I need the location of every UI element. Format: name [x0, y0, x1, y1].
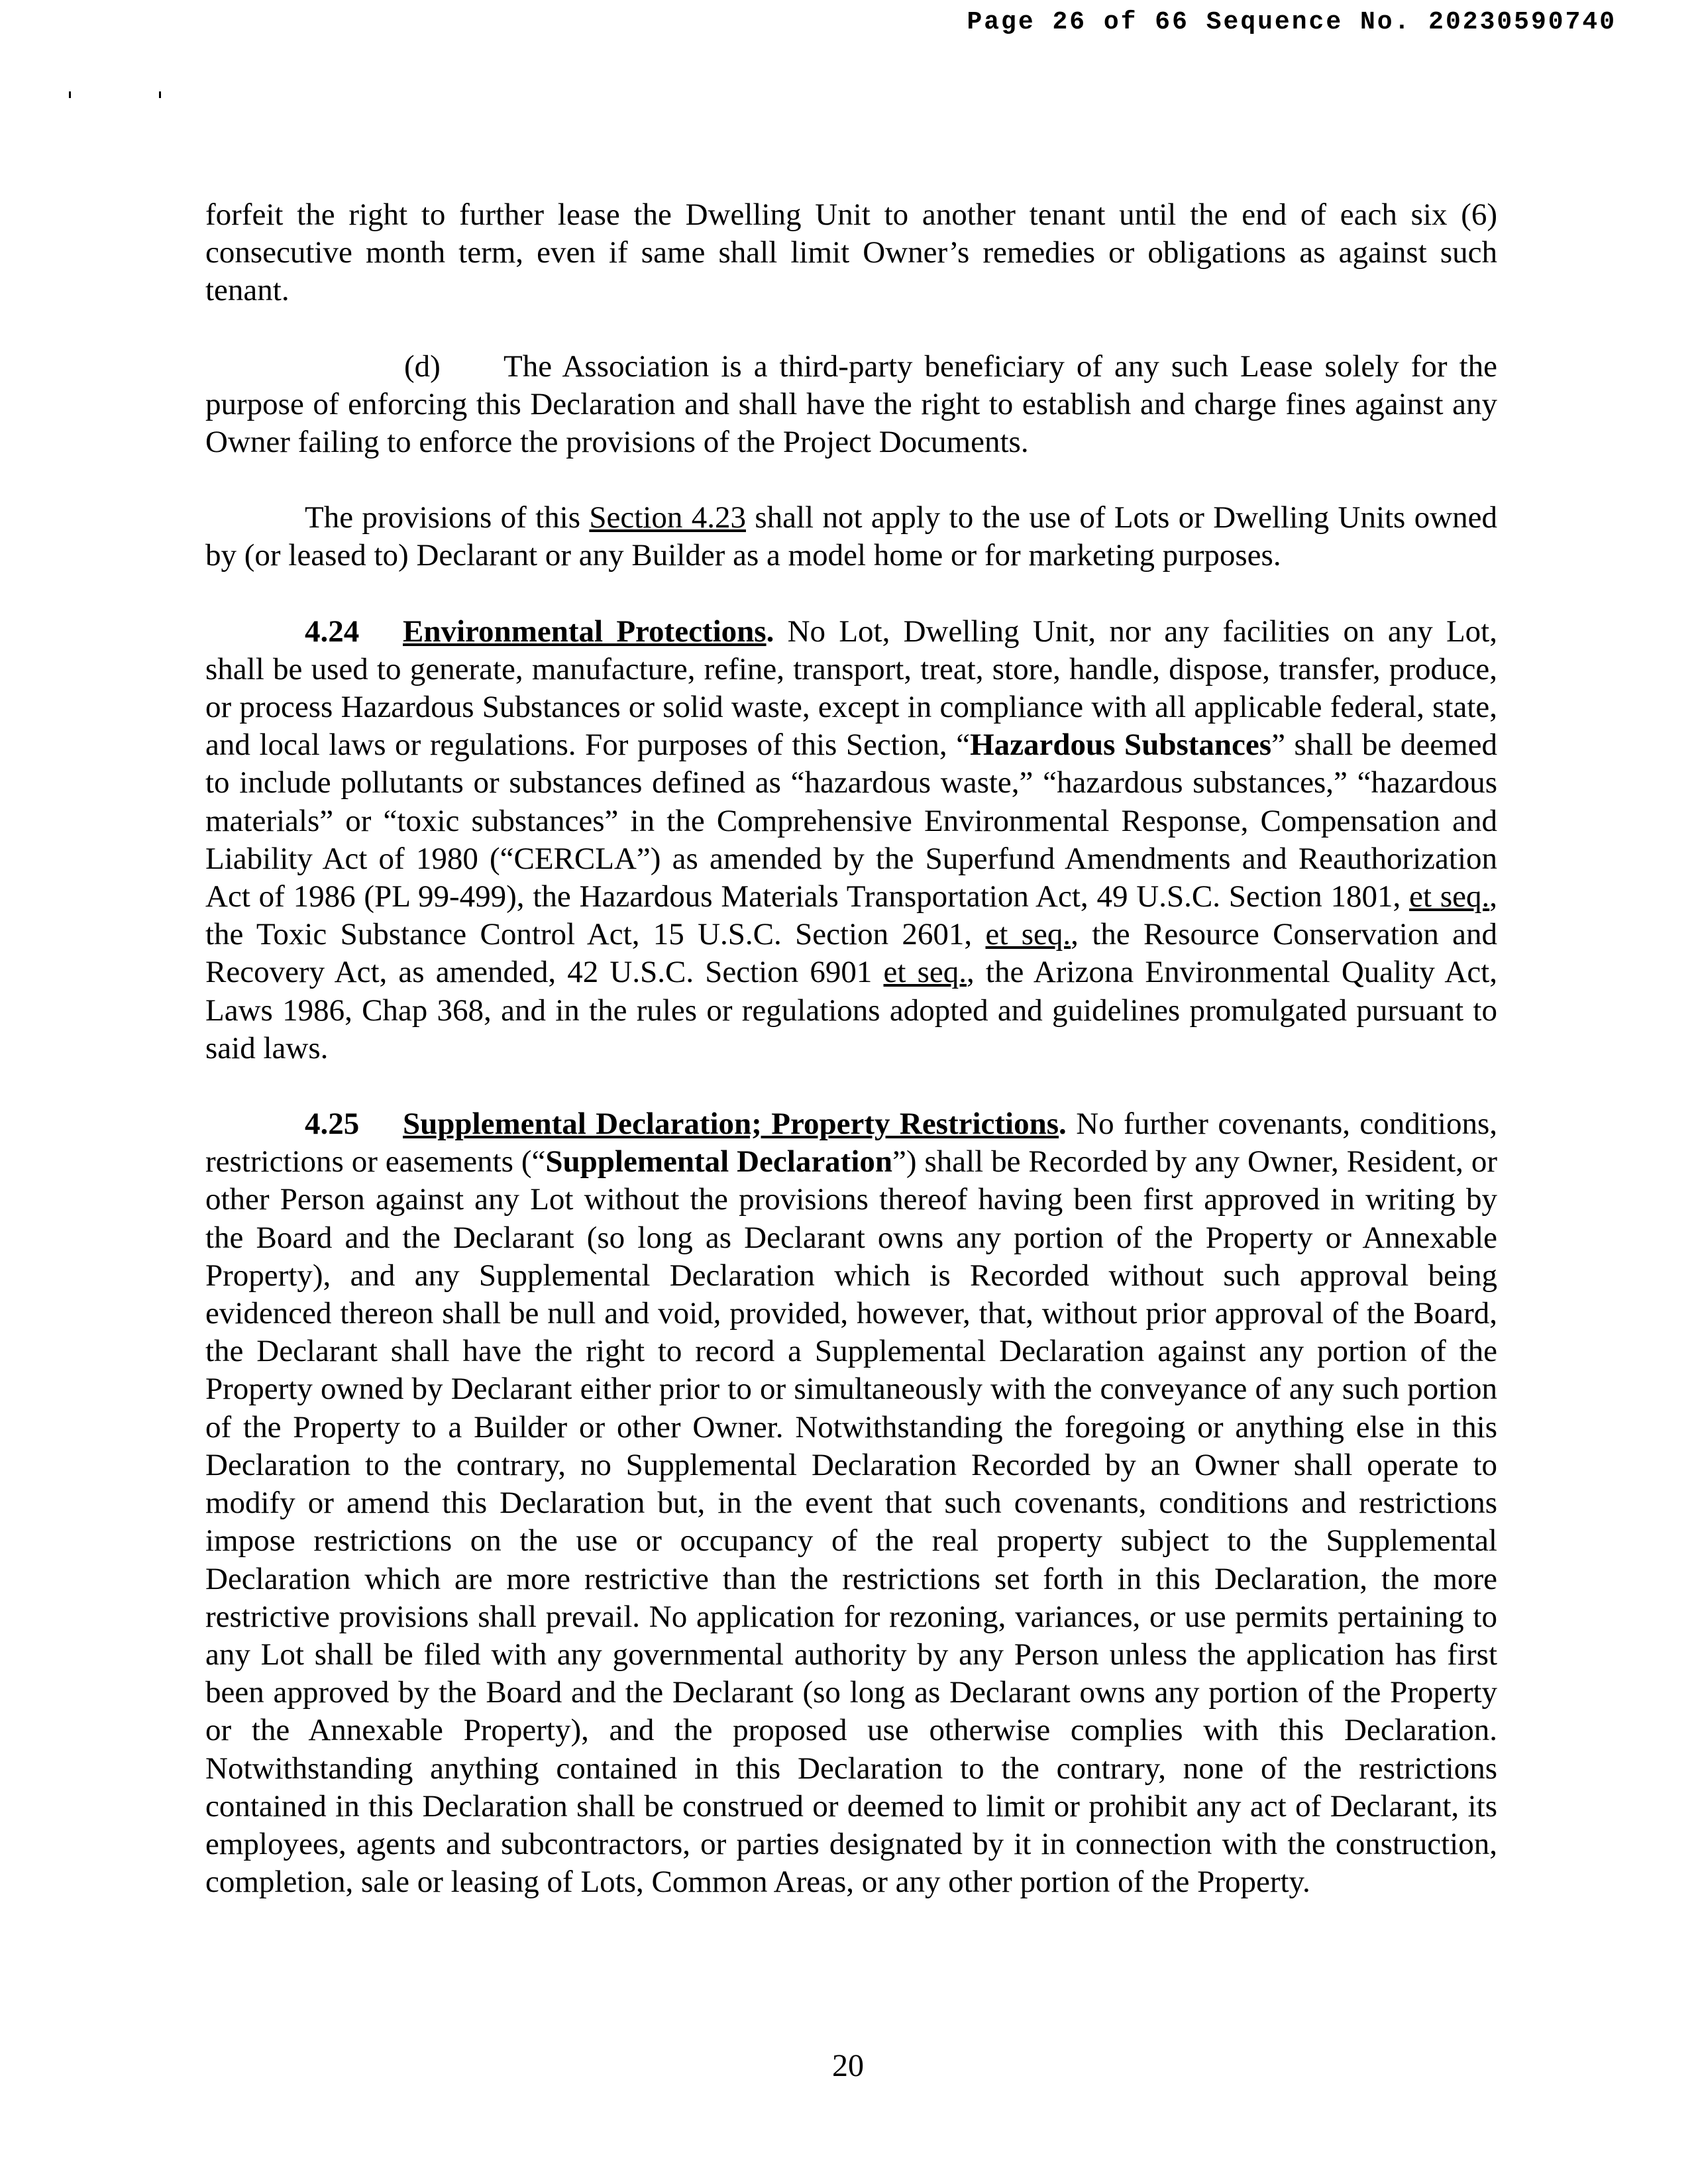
document-body [205, 196, 1497, 1901]
defined-term: Supplemental Declaration [545, 1144, 893, 1179]
continuation-text: forfeit the right to further lease the Dwelling Unit to another tenant until the end of each six (6) consecutive month term, even if same shall limit Owner’s remedies or obligations as against such tenant. [205, 197, 1497, 308]
page-header: Page 26 of 66 Sequence No. 20230590740 [967, 8, 1616, 36]
scan-mark [69, 91, 71, 98]
continuation-paragraph [205, 196, 1497, 310]
section-4-24-paragraph: 4.24 Environmental Protections. No Lot, Dwelling Unit, nor any facilities on any Lot, shall be used to generate, manufacture, refine, transport, treat, store, handle, dispose, transfer, produce, or process Hazardous Substances or solid waste, except in compliance with all applicable federal, state, and local laws or regulations. For purposes of this Section, “Hazardous Substances” shall be deemed to include pollutants or substances defined as “hazardous waste,” “hazardous substances,” “hazardous materials” or “toxic substances” in the Comprehensive Environmental Response, Compensation and Liability Act of 1980 (“CERCLA”) as amended by the Superfund Amendments and Reauthorization Act of 1986 (PL 99-499), the Hazardous Materials Transportation Act, 49 U.S.C. Section 1801, et seq., the Toxic Substance Control Act, 15 U.S.C. Section 2601, et seq., the Resource Conservation and Recovery Act, as amended, 42 U.S.C. Section 6901 et seq., the Arizona Environmental Quality Act, Laws 1986, Chap 368, and in the rules or regulations adopted and guidelines promulgated pursuant to said laws. [205, 614, 1498, 1065]
section-4-25-paragraph: 4.25 Supplemental Declaration; Property Restrictions. No further covenants, conditions, restrictions or easements (“Supplemental Declaration”) shall be Recorded by any Owner, Resident, or other Person against any Lot without the provisions thereof having been first approved in writing by the Board and the Declarant (so long as Declarant owns any portion of the Property or Annexable Property), and any Supplemental Declaration which is Recorded without such approval being evidenced thereon shall be null and void, provided, however, that, without prior approval of the Board, the Declarant shall have the right to record a Supplemental Declaration against any portion of the Property owned by Declarant either prior to or simultaneously with the conveyance of any such portion of the Property to a Builder or other Owner. Notwithstanding the foregoing or anything else in this Declaration to the contrary, no Supplemental Declaration Recorded by an Owner shall operate to modify or amend this Declaration but, in the event that such covenants, conditions and restrictions impose restrictions on the use or occupancy of the real property subject to the Supplemental Declaration which are more restrictive than the restrictions set forth in this Declaration, the more restrictive provisions shall prevail. No application for rezoning, variances, or use permits pertaining to any Lot shall be filed with any governmental authority by any Person unless the application has first been approved by the Board and the Declarant (so long as Declarant owns any portion of the Property or the Annexable Property), and the proposed use otherwise complies with this Declaration. Notwithstanding anything contained in this Declaration to the contrary, none of the restrictions contained in this Declaration shall be construed or deemed to limit or prohibit any act of Declarant, its employees, agents and subcontractors, or parties designated by it in connection with the construction, completion, sale or leasing of Lots, Common Areas, or any other portion of the Property. [205, 1107, 1497, 1900]
section-number: 4.24 [305, 614, 360, 649]
subsection-d-text: The Association is a third-party beneficiary of any such Lease solely for the purpose of enforcing this Declaration and shall have the right to establish and charge fines against any Owner failing to enforce the provisions of the Project Documents. [205, 349, 1497, 460]
scan-mark [159, 91, 161, 98]
subsection-d-label: (d) [404, 349, 441, 384]
section-number: 4.25 [305, 1107, 360, 1142]
provisions-prefix: The provisions of this [305, 500, 590, 535]
defined-term: Hazardous Substances [970, 728, 1272, 763]
subsection-d-paragraph [205, 348, 1497, 462]
provisions-paragraph [205, 499, 1497, 574]
provisions-suffix: shall not apply to the use of Lots or Dwelling Units owned by (or leased to) Declarant or any Builder as a model home or for marketing purposes. [205, 500, 1498, 573]
section-title: Environmental Protections [403, 614, 767, 649]
page-number: 20 [832, 2048, 864, 2083]
section-reference: Section 4.23 [589, 500, 746, 535]
section-title: Supplemental Declaration; Property Restrictions [403, 1107, 1059, 1142]
